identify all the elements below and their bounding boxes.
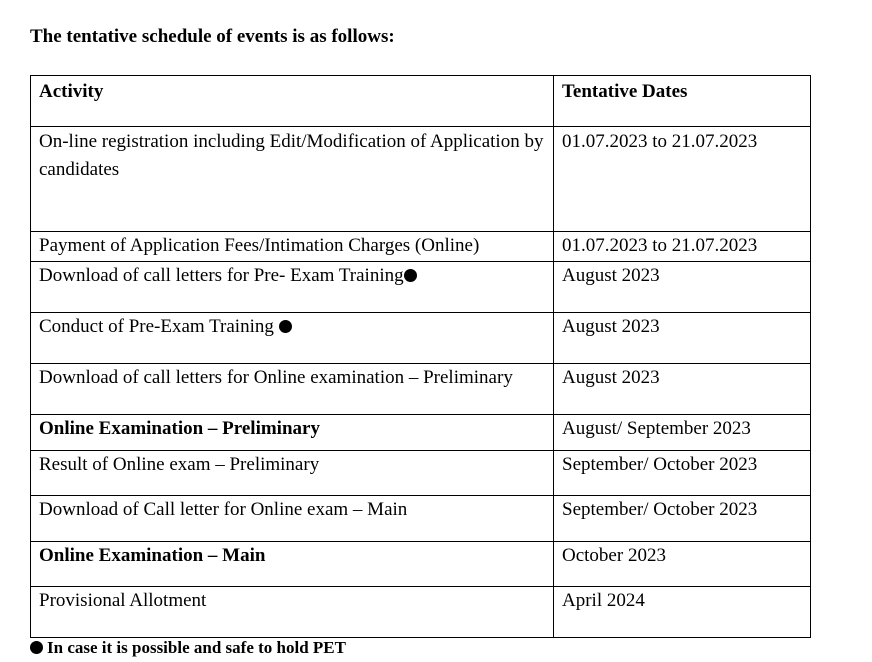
bullet-dot-icon bbox=[279, 320, 292, 333]
table-row bbox=[31, 262, 811, 313]
footnote-text: In case it is possible and safe to hold PET bbox=[47, 638, 346, 657]
dates-cell: September/ October 2023 bbox=[554, 451, 811, 496]
footnote bbox=[30, 636, 346, 660]
header-activity: Activity bbox=[31, 76, 554, 127]
dates-cell: August 2023 bbox=[554, 313, 811, 364]
bullet-dot-icon bbox=[404, 269, 417, 282]
activity-cell: Download of Call letter for Online exam – Main bbox=[31, 496, 554, 542]
activity-cell: Online Examination – Preliminary bbox=[31, 415, 554, 451]
table-row bbox=[31, 127, 811, 232]
dates-cell: August 2023 bbox=[554, 364, 811, 415]
header-dates: Tentative Dates bbox=[554, 76, 811, 127]
activity-text: Download of call letters for Pre- Exam Training bbox=[39, 265, 404, 286]
dates-cell: October 2023 bbox=[554, 542, 811, 587]
bullet-dot-icon bbox=[30, 641, 43, 654]
dates-cell: September/ October 2023 bbox=[554, 496, 811, 542]
dates-cell: August/ September 2023 bbox=[554, 415, 811, 451]
activity-cell: Provisional Allotment bbox=[31, 587, 554, 638]
activity-cell bbox=[31, 262, 554, 313]
table-row bbox=[31, 587, 811, 638]
dates-cell: August 2023 bbox=[554, 262, 811, 313]
activity-cell bbox=[31, 313, 554, 364]
table-row bbox=[31, 415, 811, 451]
dates-cell: 01.07.2023 to 21.07.2023 bbox=[554, 232, 811, 262]
activity-cell: Payment of Application Fees/Intimation Charges (Online) bbox=[31, 232, 554, 262]
page-heading: The tentative schedule of events is as follows: bbox=[30, 26, 395, 47]
dates-cell: 01.07.2023 to 21.07.2023 bbox=[554, 127, 811, 232]
activity-cell: On-line registration including Edit/Modification of Application by candidates bbox=[31, 127, 554, 232]
table-row bbox=[31, 542, 811, 587]
table-row bbox=[31, 313, 811, 364]
schedule-table bbox=[30, 75, 811, 638]
table-row bbox=[31, 232, 811, 262]
activity-cell: Download of call letters for Online examination – Preliminary bbox=[31, 364, 554, 415]
dates-cell: April 2024 bbox=[554, 587, 811, 638]
activity-text: Conduct of Pre-Exam Training bbox=[39, 316, 279, 337]
table-header-row bbox=[31, 76, 811, 127]
activity-cell: Result of Online exam – Preliminary bbox=[31, 451, 554, 496]
table-row bbox=[31, 364, 811, 415]
table-row bbox=[31, 451, 811, 496]
table-row bbox=[31, 496, 811, 542]
activity-cell: Online Examination – Main bbox=[31, 542, 554, 587]
